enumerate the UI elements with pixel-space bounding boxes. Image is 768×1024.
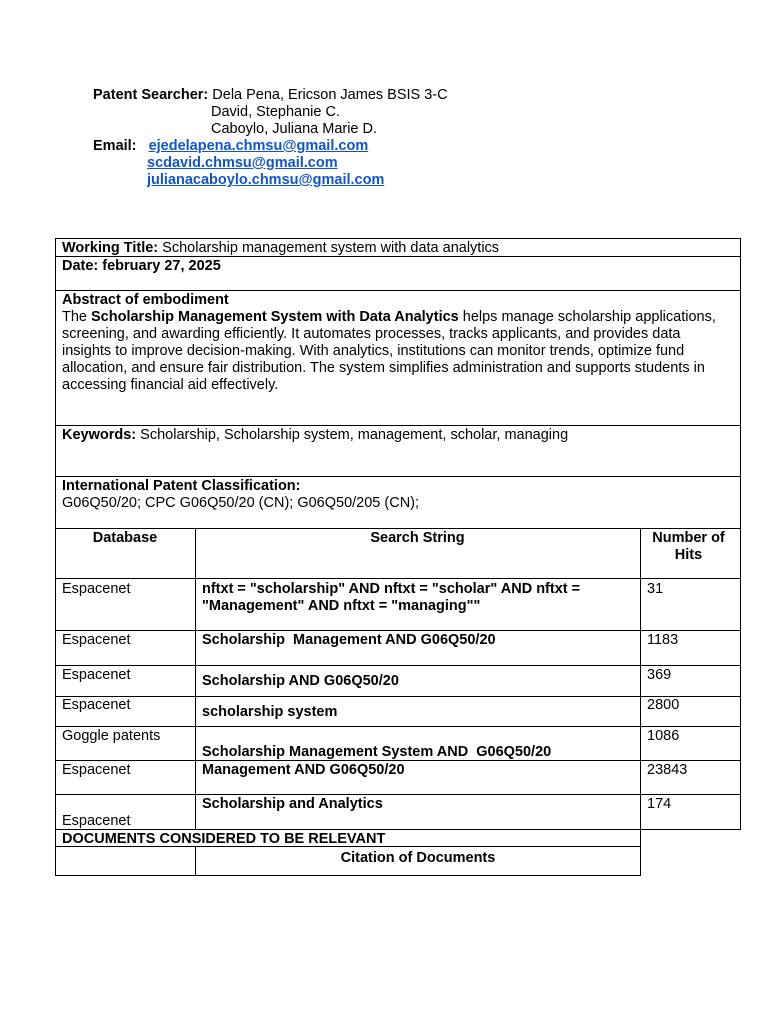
working-title-value: Scholarship management system with data analytics: [162, 240, 500, 256]
ipc-cell: [55, 477, 741, 513]
abstract-cell: [55, 291, 741, 395]
searcher-name-2: David, Stephanie C.: [211, 104, 340, 120]
email-link-1[interactable]: ejedelapena.chmsu@gmail.com: [148, 138, 369, 154]
date-cell: Date: february 27, 2025: [62, 258, 221, 274]
ipc-value: G06Q50/20; CPC G06Q50/20 (CN); G06Q50/205 (CN);: [62, 495, 420, 511]
relevant-title: DOCUMENTS CONSIDERED TO BE RELEVANT: [62, 831, 386, 847]
keywords-value: Scholarship, Scholarship system, management, scholar, managing: [140, 427, 569, 443]
abstract-text: The Scholarship Management System with Data Analytics helps manage scholarship applications, screening, and awarding efficiently. It automates processes, tracks applicants, and provides data insights to improve decision-making. With analytics, institutions can monitor trends, optimize fund allocation, and ensure fair distribution. The system simplifies administration and supports students in accessing financial aid effectively.: [62, 309, 716, 393]
row7-database: Espacenet: [62, 813, 131, 829]
searcher-name-1: Dela Pena, Ericson James BSIS 3-C: [212, 87, 448, 103]
keywords-label: Keywords:: [62, 427, 137, 443]
abstract-system-name: Scholarship Management System with Data Analytics: [91, 309, 459, 325]
searcher-row: [93, 87, 448, 104]
row1-database: Espacenet: [62, 581, 131, 597]
row1-hits: 31: [647, 581, 664, 597]
row7-search-string: Scholarship and Analytics: [202, 796, 383, 812]
citation-header: Citation of Documents: [340, 850, 496, 866]
row4-search-string: scholarship system: [202, 704, 338, 720]
row4-hits: 2800: [647, 697, 680, 713]
ipc-label: International Patent Classification:: [62, 478, 301, 494]
row2-search-string: Scholarship Management AND G06Q50/20: [202, 632, 496, 648]
row5-search-string: Scholarship Management System AND G06Q50/20: [202, 744, 552, 760]
row7-hits: 174: [647, 796, 672, 812]
row6-database: Espacenet: [62, 762, 131, 778]
row3-hits: 369: [647, 667, 672, 683]
searcher-name-3: Caboylo, Juliana Marie D.: [211, 121, 378, 137]
email-link-3[interactable]: julianacaboylo.chmsu@gmail.com: [147, 172, 385, 188]
row2-hits: 1183: [647, 632, 679, 648]
working-title-label: Working Title:: [62, 240, 159, 256]
row6-search-string: Management AND G06Q50/20: [202, 762, 405, 778]
row6-hits: 23843: [647, 762, 688, 778]
row1-search-string: nftxt = "scholarship" AND nftxt = "scholar" AND nftxt = "Management" AND nftxt = "managing"": [202, 581, 581, 614]
keywords-cell: [55, 426, 741, 445]
row3-database: Espacenet: [62, 667, 131, 683]
table-header-database: Database: [92, 530, 158, 546]
abstract-label: Abstract of embodiment: [62, 292, 229, 308]
email-row: [93, 138, 448, 155]
searcher-label: Patent Searcher:: [93, 87, 209, 103]
row4-database: Espacenet: [62, 697, 131, 713]
header-block: [93, 87, 448, 189]
table-header-search-string: Search String: [370, 530, 465, 546]
email-label: Email:: [93, 138, 137, 154]
row5-hits: 1086: [647, 728, 680, 744]
row5-database: Goggle patents: [62, 728, 161, 744]
email-link-2[interactable]: scdavid.chmsu@gmail.com: [147, 155, 338, 171]
row3-search-string: Scholarship AND G06Q50/20: [202, 673, 399, 689]
table-header-hits: Number of Hits: [652, 530, 725, 563]
row2-database: Espacenet: [62, 632, 131, 648]
